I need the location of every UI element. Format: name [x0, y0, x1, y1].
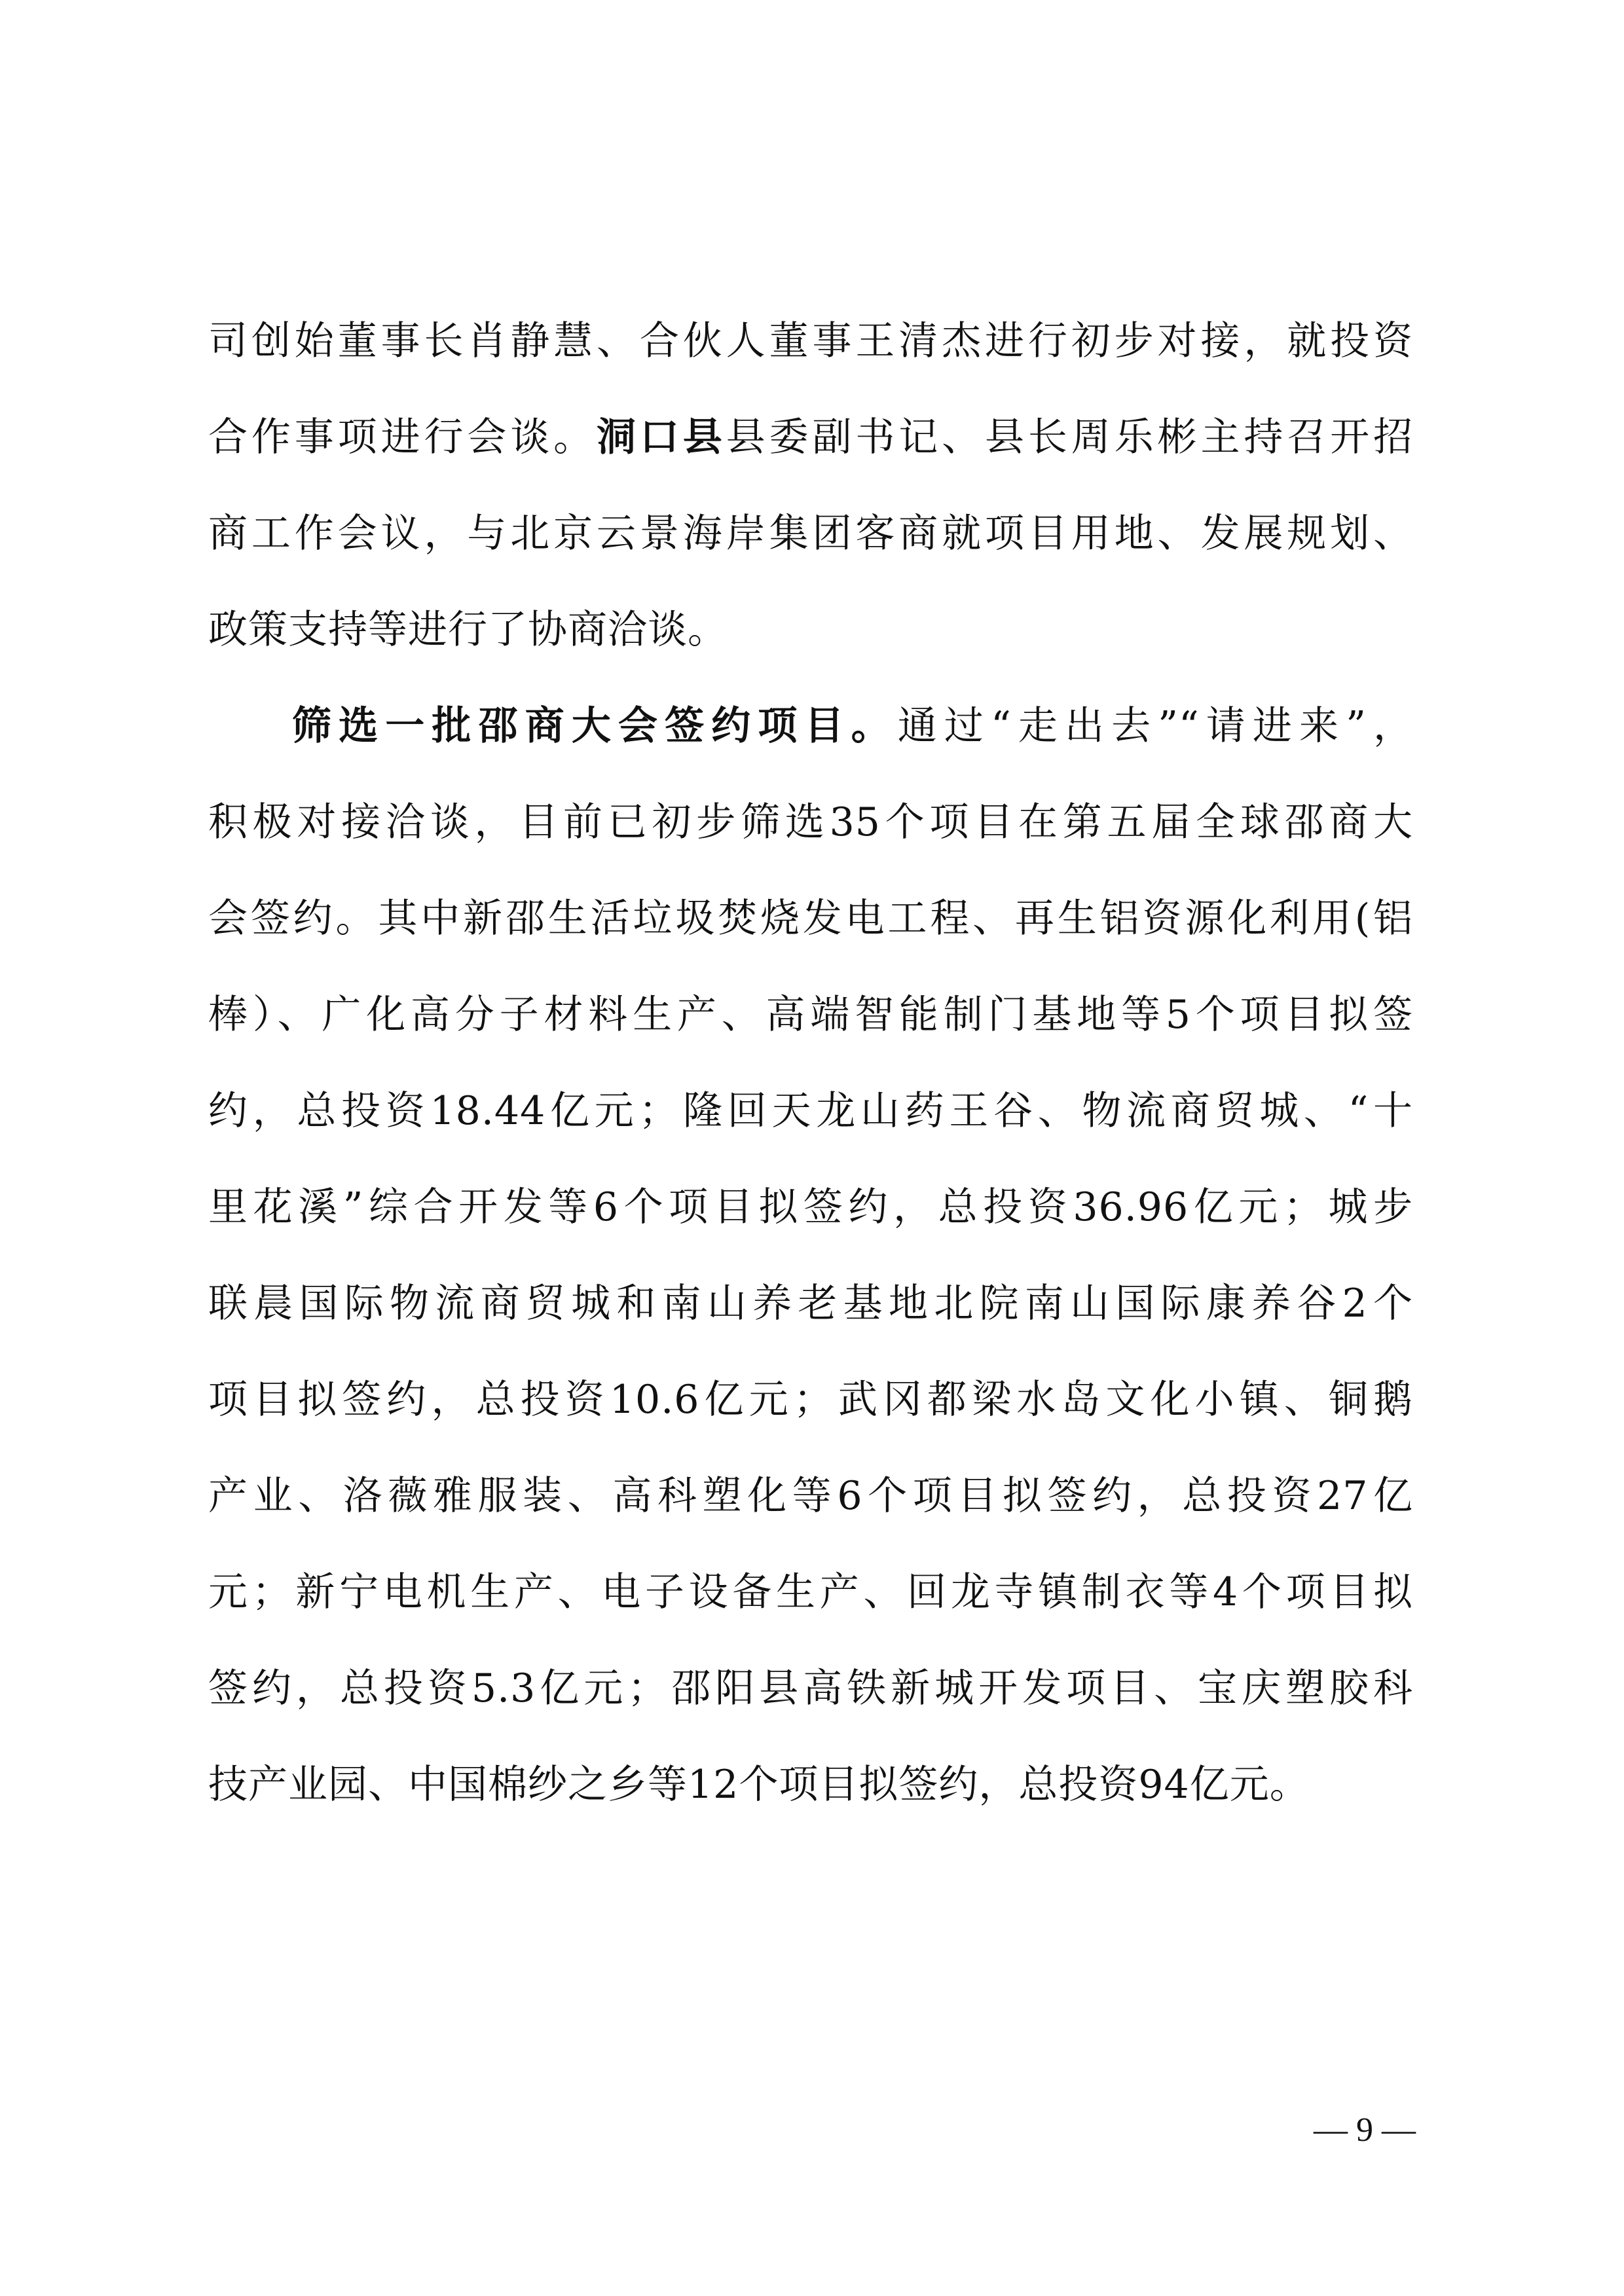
line-1-text-end: 通过“走出去”“请进来”， [897, 703, 1414, 749]
line-2-text-end: 县委副书记、县长周乐彬主持召开招 [726, 414, 1414, 460]
paragraph-2-line-4: 棒）、广化高分子材料生产、高端智能制门基地等5个项目拟签 [208, 992, 1413, 1038]
paragraph-2-line-12: 技产业园、中国棉纱之乡等12个项目拟签约，总投资94亿元。 [208, 1762, 1310, 1808]
line-2-text-start: 合作事项进行会谈。 [208, 414, 597, 460]
county-name-bold: 洞口县 [597, 414, 726, 460]
paragraph-2-line-5: 约，总投资18.44亿元；隆回天龙山药王谷、物流商贸城、“十 [208, 1088, 1413, 1134]
paragraph-2-line-7: 联晨国际物流商贸城和南山养老基地北院南山国际康养谷2个 [208, 1281, 1413, 1326]
paragraph-2-line-6: 里花溪”综合开发等6个项目拟签约，总投资36.96亿元；城步 [208, 1184, 1413, 1230]
section-heading-bold: 筛选一批邵商大会签约项目。 [292, 703, 898, 749]
paragraph-2-line-9: 产业、洛薇雅服装、高科塑化等6个项目拟签约，总投资27亿 [208, 1473, 1413, 1519]
paragraph-2-line-2: 积极对接洽谈，目前已初步筛选35个项目在第五届全球邵商大 [208, 799, 1413, 845]
paragraph-2-line-11: 签约，总投资5.3亿元；邵阳县高铁新城开发项目、宝庆塑胶科 [208, 1666, 1413, 1711]
paragraph-2-line-8: 项目拟签约，总投资10.6亿元；武冈都梁水岛文化小镇、铜鹅 [208, 1377, 1413, 1423]
paragraph-2-line-1 [208, 678, 1413, 774]
body-text [208, 293, 1413, 1833]
paragraph-2-line-3: 会签约。其中新邵生活垃圾焚烧发电工程、再生铝资源化利用(铝 [208, 896, 1413, 941]
paragraph-2-line-10: 元；新宁电机生产、电子设备生产、回龙寺镇制衣等4个项目拟 [208, 1569, 1413, 1615]
paragraph-1-line-4: 政策支持等进行了协商洽谈。 [208, 607, 728, 653]
paragraph-1-line-3: 商工作会议，与北京云景海岸集团客商就项目用地、发展规划、 [208, 511, 1413, 556]
page-number: — 9 — [1314, 2111, 1416, 2149]
paragraph-1-line-1: 司创始董事长肖静慧、合伙人董事王清杰进行初步对接，就投资 [208, 318, 1413, 364]
paragraph-1-line-2 [208, 390, 1413, 486]
